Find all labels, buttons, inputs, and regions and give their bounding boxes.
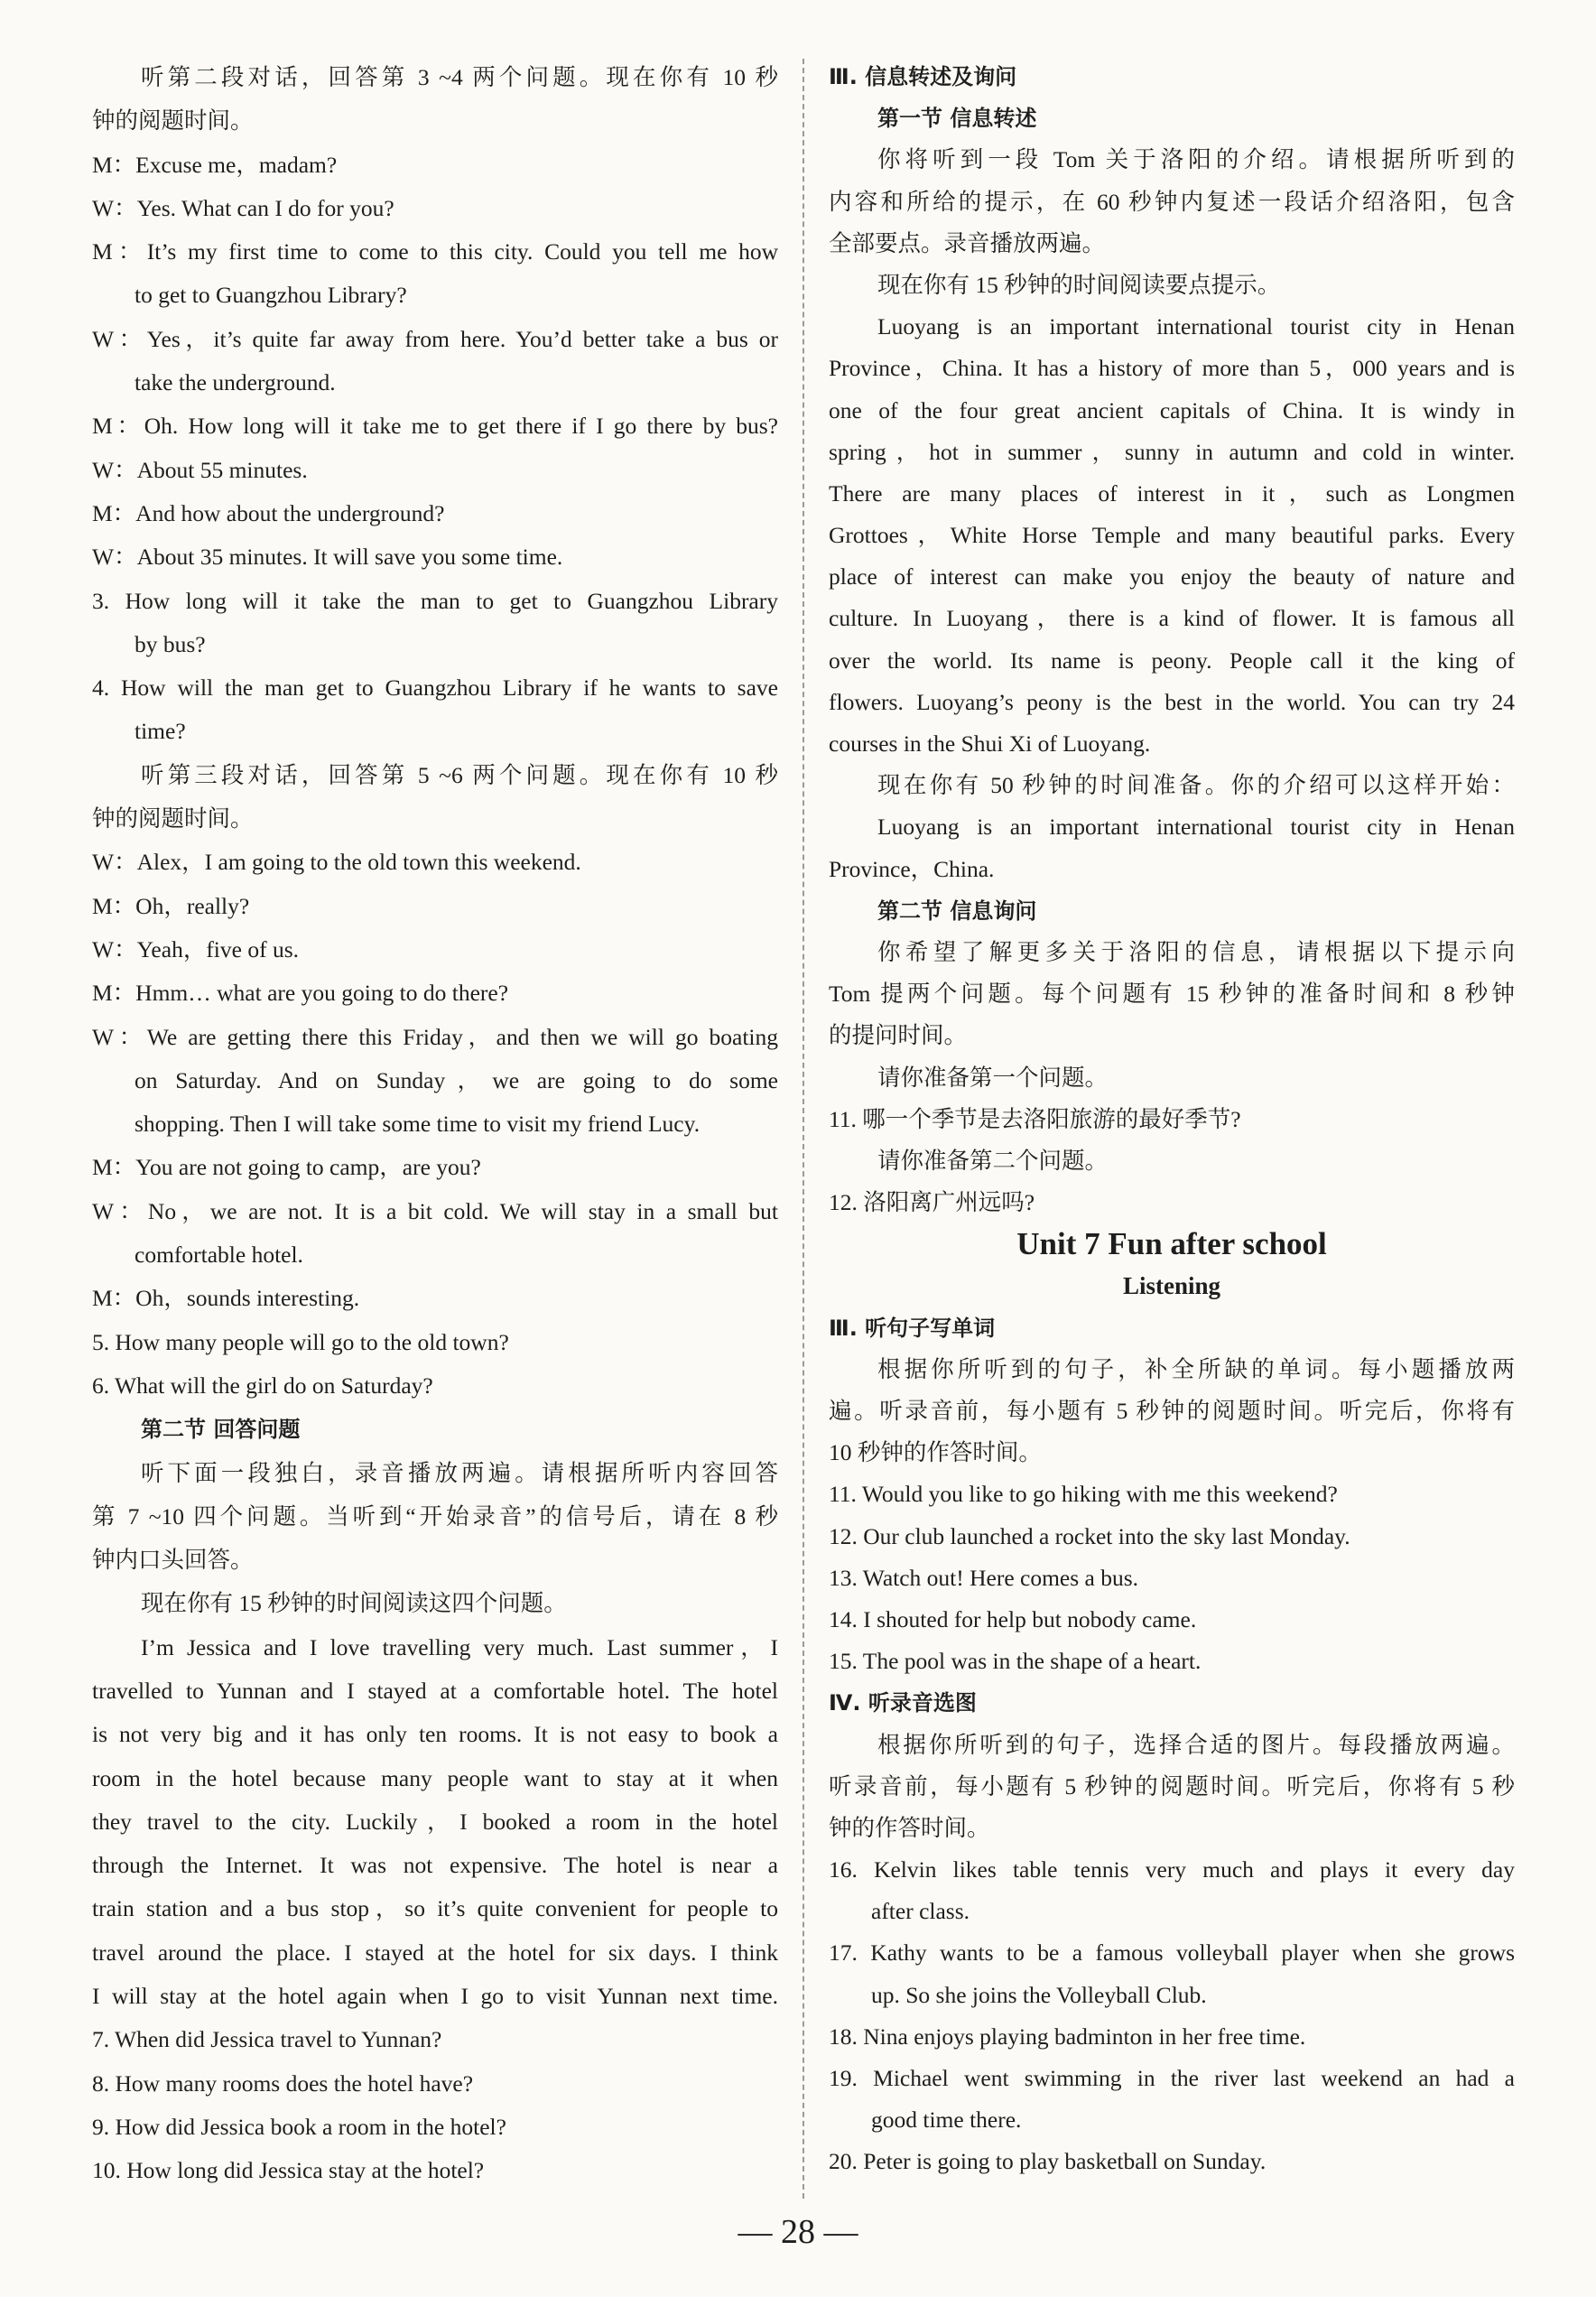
left-text-line: W：Yes，it’s quite far away from here. You’d better take a bus or: [92, 325, 778, 352]
right-text-line: 第一节 信息转述: [877, 106, 1037, 132]
left-text-line: W：About 55 minutes.: [92, 456, 308, 483]
left-text-line: 9. How did Jessica book a room in the hotel?: [92, 2113, 506, 2140]
right-text-line: over the world. Its name is peony. People call it the king of: [829, 646, 1515, 674]
left-text-line: 6. What will the girl do on Saturday?: [92, 1372, 433, 1399]
left-text-line: M：And how about the underground?: [92, 499, 445, 526]
right-text-line: Ⅲ. 听句子写单词: [829, 1315, 996, 1341]
left-text-line: 钟的阅题时间。: [92, 107, 254, 135]
right-text-line: 内容和所给的提示，在 60 秒钟内复述一段话介绍洛阳，包含: [829, 188, 1515, 215]
left-text-line: W：We are getting there this Friday，and then we will go boating: [92, 1023, 778, 1050]
left-text-line: 4. How will the man get to Guangzhou Library if he wants to save: [92, 674, 778, 702]
right-text-line: Ⅳ. 听录音选图: [829, 1690, 977, 1716]
right-text-line: 根据你所听到的句子，选择合适的图片。每段播放两遍。: [877, 1731, 1515, 1758]
right-text-line: 现在你有 15 秒钟的时间阅读要点提示。: [877, 271, 1281, 298]
left-text-line: I will stay at the hotel again when I go to visit Yunnan next time.: [92, 1983, 778, 2010]
left-text-line: 钟的阅题时间。: [92, 805, 254, 832]
right-text-line: after class.: [871, 1898, 970, 1925]
left-text-line: 5. How many people will go to the old town?: [92, 1328, 509, 1355]
left-text-line: 听第二段对话，回答第 3 ~4 两个问题。现在你有 10 秒: [141, 64, 778, 90]
left-text-line: M：Oh. How long will it take me to get there if I go there by bus?: [92, 413, 778, 440]
right-text-line: flowers. Luoyang’s peony is the best in the world. You can try 24: [829, 688, 1515, 715]
left-text-line: 现在你有 15 秒钟的时间阅读这四个问题。: [141, 1590, 567, 1617]
right-text-line: 你希望了解更多关于洛阳的信息，请根据以下提示向: [877, 938, 1515, 965]
right-text-line: spring，hot in summer，sunny in autumn and cold in winter.: [829, 438, 1515, 465]
right-text-line: 请你准备第二个问题。: [877, 1147, 1109, 1174]
left-text-line: on Saturday. And on Sunday，we are going to do some: [135, 1066, 778, 1093]
left-text-line: 7. When did Jessica travel to Yunnan?: [92, 2026, 442, 2053]
right-text-line: 遍。听录音前，每小题有 5 秒钟的阅题时间。听完后，你将有: [829, 1398, 1515, 1424]
left-text-line: W：Yes. What can I do for you?: [92, 194, 394, 221]
right-text-line: 现在你有 50 秒钟的时间准备。你的介绍可以这样开始：: [877, 772, 1515, 799]
left-text-line: travel around the place. I stayed at the hotel for six days. I think: [92, 1939, 778, 1966]
left-text-line: 钟内口头回答。: [92, 1547, 254, 1574]
right-text-line: culture. In Luoyang，there is a kind of flower. It is famous all: [829, 605, 1515, 632]
right-column: [829, 56, 1515, 2183]
right-text-line: 12. 洛阳离广州远吗?: [829, 1189, 1035, 1216]
right-text-line: 第二节 信息询问: [877, 897, 1037, 924]
left-text-line: travelled to Yunnan and I stayed at a comfortable hotel. The hotel: [92, 1677, 778, 1704]
left-text-line: shopping. Then I will take some time to visit my friend Lucy.: [135, 1111, 701, 1138]
right-text-line: 20. Peter is going to play basketball on Sunday.: [829, 2148, 1267, 2175]
left-text-line: by bus?: [135, 630, 206, 657]
right-text-line: Province，China. It has a history of more than 5，000 years and is: [829, 355, 1515, 382]
left-text-line: time?: [135, 718, 186, 745]
right-text-line: courses in the Shui Xi of Luoyang.: [829, 730, 1151, 757]
right-text-line: 的提问时间。: [829, 1022, 968, 1049]
page-number: — 28 —: [738, 2213, 858, 2251]
right-text-line: Province，China.: [829, 855, 995, 882]
left-text-line: 8. How many rooms does the hotel have?: [92, 2069, 474, 2097]
right-text-line: 根据你所听到的句子，补全所缺的单词。每小题播放两: [877, 1355, 1515, 1382]
right-text-line: 钟的作答时间。: [829, 1814, 990, 1841]
right-text-line: good time there.: [871, 2106, 1022, 2134]
left-text-line: M：Oh，sounds interesting.: [92, 1285, 360, 1312]
left-text-line: 3. How long will it take the man to get to Guangzhou Library: [92, 587, 778, 614]
left-text-line: room in the hotel because many people want to stay at it when: [92, 1764, 778, 1791]
left-text-line: through the Internet. It was not expensive. The hotel is near a: [92, 1852, 778, 1879]
right-text-line: 14. I shouted for help but nobody came.: [829, 1605, 1197, 1632]
left-text-line: I’m Jessica and I love travelling very much. Last summer，I: [141, 1633, 778, 1660]
left-text-line: they travel to the city. Luckily，I booked a room in the hotel: [92, 1808, 778, 1835]
left-text-line: M：You are not going to camp，are you?: [92, 1154, 481, 1181]
left-text-line: to get to Guangzhou Library?: [135, 282, 407, 309]
left-column: [92, 56, 778, 2193]
left-text-line: M：It’s my first time to come to this city. Could you tell me how: [92, 238, 778, 265]
right-text-line: Luoyang is an important international tourist city in Henan: [877, 313, 1515, 340]
left-text-line: W：About 35 minutes. It will save you some time.: [92, 544, 563, 571]
left-text-line: W：Yeah，five of us.: [92, 935, 300, 963]
right-text-line: Listening: [1122, 1272, 1221, 1300]
right-text-line: 19. Michael went swimming in the river last weekend an had a: [829, 2065, 1515, 2091]
left-text-line: is not very big and it has only ten rooms. It is not easy to book a: [92, 1721, 778, 1748]
left-text-line: M：Oh，really?: [92, 892, 250, 919]
right-text-line: Tom 提两个问题。每个问题有 15 秒钟的准备时间和 8 秒钟: [829, 981, 1515, 1008]
right-text-line: 10 秒钟的作答时间。: [829, 1439, 1042, 1466]
right-text-line: 请你准备第一个问题。: [877, 1064, 1109, 1091]
left-text-line: M：Hmm… what are you going to do there?: [92, 980, 509, 1007]
left-text-line: 听第三段对话，回答第 5 ~6 两个问题。现在你有 10 秒: [141, 761, 778, 788]
right-text-line: 11. Would you like to go hiking with me this weekend?: [829, 1481, 1338, 1508]
right-text-line: There are many places of interest in it，such as Longmen: [829, 479, 1515, 507]
right-text-line: place of interest can make you enjoy the beauty of nature and: [829, 563, 1515, 591]
right-text-line: 你将听到一段 Tom 关于洛阳的介绍。请根据所听到的: [877, 146, 1515, 173]
left-text-line: take the underground.: [135, 369, 336, 396]
left-text-line: comfortable hotel.: [135, 1241, 303, 1269]
left-text-line: 听下面一段独白，录音播放两遍。请根据所听内容回答: [141, 1459, 778, 1486]
left-text-line: 第二节 回答问题: [141, 1417, 301, 1443]
left-text-line: 第 7 ~10 四个问题。当听到“开始录音”的信号后，请在 8 秒: [92, 1502, 778, 1530]
right-text-line: one of the four great ancient capitals of China. It is windy in: [829, 396, 1515, 423]
right-text-line: up. So she joins the Volleyball Club.: [871, 1981, 1207, 2008]
right-text-line: Luoyang is an important international tourist city in Henan: [877, 814, 1515, 841]
left-text-line: M：Excuse me，madam?: [92, 151, 338, 178]
right-text-line: 17. Kathy wants to be a famous volleyball player when she grows: [829, 1939, 1515, 1967]
left-text-line: W：No，we are not. It is a bit cold. We will stay in a small but: [92, 1197, 778, 1224]
right-text-line: 18. Nina enjoys playing badminton in her free time.: [829, 2023, 1306, 2050]
left-text-line: train station and a bus stop，so it’s quite convenient for people to: [92, 1895, 778, 1922]
right-text-line: 15. The pool was in the shape of a heart.: [829, 1648, 1202, 1675]
right-text-line: 全部要点。录音播放两遍。: [829, 229, 1106, 256]
right-text-line: Ⅲ. 信息转述及询问: [829, 64, 1017, 89]
column-divider: [803, 59, 804, 2199]
left-text-line: 10. How long did Jessica stay at the hotel?: [92, 2157, 485, 2184]
right-text-line: 16. Kelvin likes table tennis very much and plays it every day: [829, 1856, 1515, 1883]
right-text-line: 听录音前，每小题有 5 秒钟的阅题时间。听完后，你将有 5 秒: [829, 1772, 1515, 1799]
left-text-line: W：Alex，I am going to the old town this weekend.: [92, 849, 581, 876]
right-text-line: Grottoes，White Horse Temple and many beautiful parks. Every: [829, 522, 1515, 549]
right-text-line: 13. Watch out! Here comes a bus.: [829, 1564, 1139, 1591]
right-text-line: Unit 7 Fun after school: [1016, 1226, 1327, 1262]
right-text-line: 11. 哪一个季节是去洛阳旅游的最好季节?: [829, 1105, 1241, 1132]
right-text-line: 12. Our club launched a rocket into the sky last Monday.: [829, 1522, 1350, 1549]
